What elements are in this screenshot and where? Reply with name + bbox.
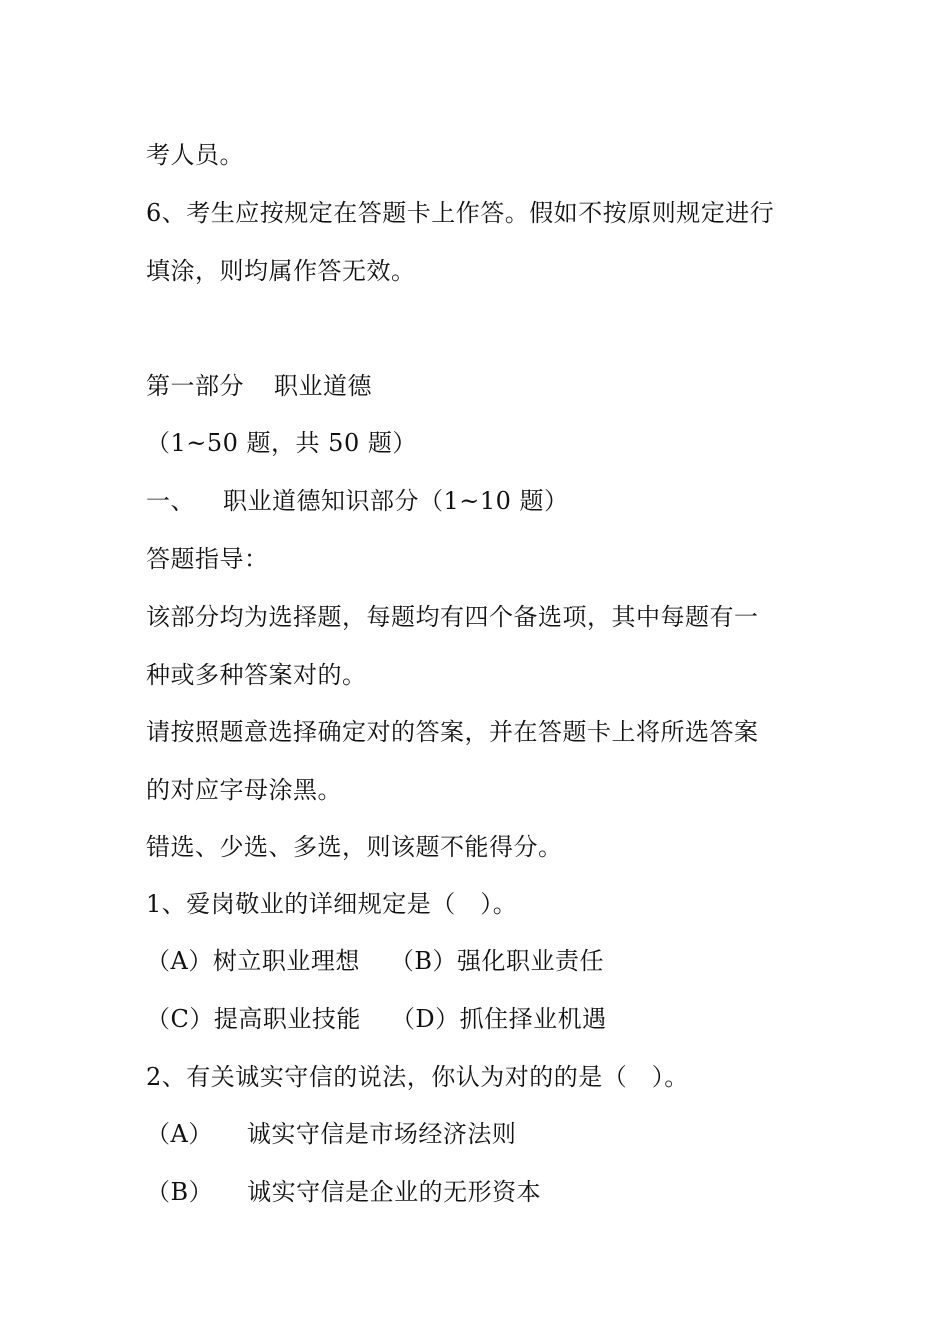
section-heading <box>146 371 372 401</box>
text-fragment: （1~50 题，共 50 题） <box>146 429 417 457</box>
text-fragment: 的对应字母涂黑。 <box>146 776 342 804</box>
question-2-option-b <box>146 1177 541 1207</box>
section-number: 第一部分 <box>146 372 244 400</box>
text-fragment: 该部分均为选择题，每题均有四个备选项，其中每题有一 <box>146 603 759 631</box>
option-a: （A）树立职业理想 <box>146 947 360 975</box>
guidance-text <box>146 775 342 805</box>
option-text: 诚实守信是市场经济法则 <box>246 1120 517 1148</box>
paragraph-line <box>146 140 244 170</box>
text-fragment: 考人员。 <box>146 141 244 169</box>
subsection-heading <box>146 486 569 516</box>
guidance-text <box>146 717 759 747</box>
section-range <box>146 428 417 458</box>
subsection-title: 职业道德知识部分（1~10 题） <box>223 487 569 515</box>
option-c: （C）提高职业技能 <box>146 1005 361 1033</box>
text-fragment: 错选、少选、多选，则该题不能得分。 <box>146 833 563 861</box>
question-text: 2、有关诚实守信的说法，你认为对的的是（ ）。 <box>146 1063 689 1091</box>
text-fragment: 6、考生应按规定在答题卡上作答。假如不按原则规定进行 <box>146 199 775 227</box>
guidance-label <box>146 544 269 574</box>
question-2-option-a <box>146 1119 516 1149</box>
option-b: （B）强化职业责任 <box>389 947 604 975</box>
text-fragment: 填涂，则均属作答无效。 <box>146 257 416 285</box>
option-text: 诚实守信是企业的无形资本 <box>247 1178 542 1206</box>
guidance-text <box>146 660 367 690</box>
subsection-number: 一、 <box>146 487 195 515</box>
option-letter: （A） <box>146 1120 213 1148</box>
instruction-item-6 <box>146 198 774 228</box>
question-1-options-row <box>146 1004 607 1034</box>
question-2 <box>146 1062 689 1092</box>
text-fragment: 请按照题意选择确定对的答案，并在答题卡上将所选答案 <box>146 718 759 746</box>
question-1 <box>146 889 517 919</box>
section-title: 职业道德 <box>274 372 372 400</box>
text-fragment: 答题指导： <box>146 545 269 573</box>
text-fragment: 种或多种答案对的。 <box>146 661 367 689</box>
guidance-text <box>146 602 759 632</box>
question-1-options-row <box>146 946 604 976</box>
option-letter: （B） <box>146 1178 214 1206</box>
guidance-text <box>146 832 563 862</box>
paragraph-line <box>146 256 416 286</box>
option-d: （D）抓住择业机遇 <box>390 1005 607 1033</box>
question-text: 1、爱岗敬业的详细规定是（ ）。 <box>146 890 518 918</box>
